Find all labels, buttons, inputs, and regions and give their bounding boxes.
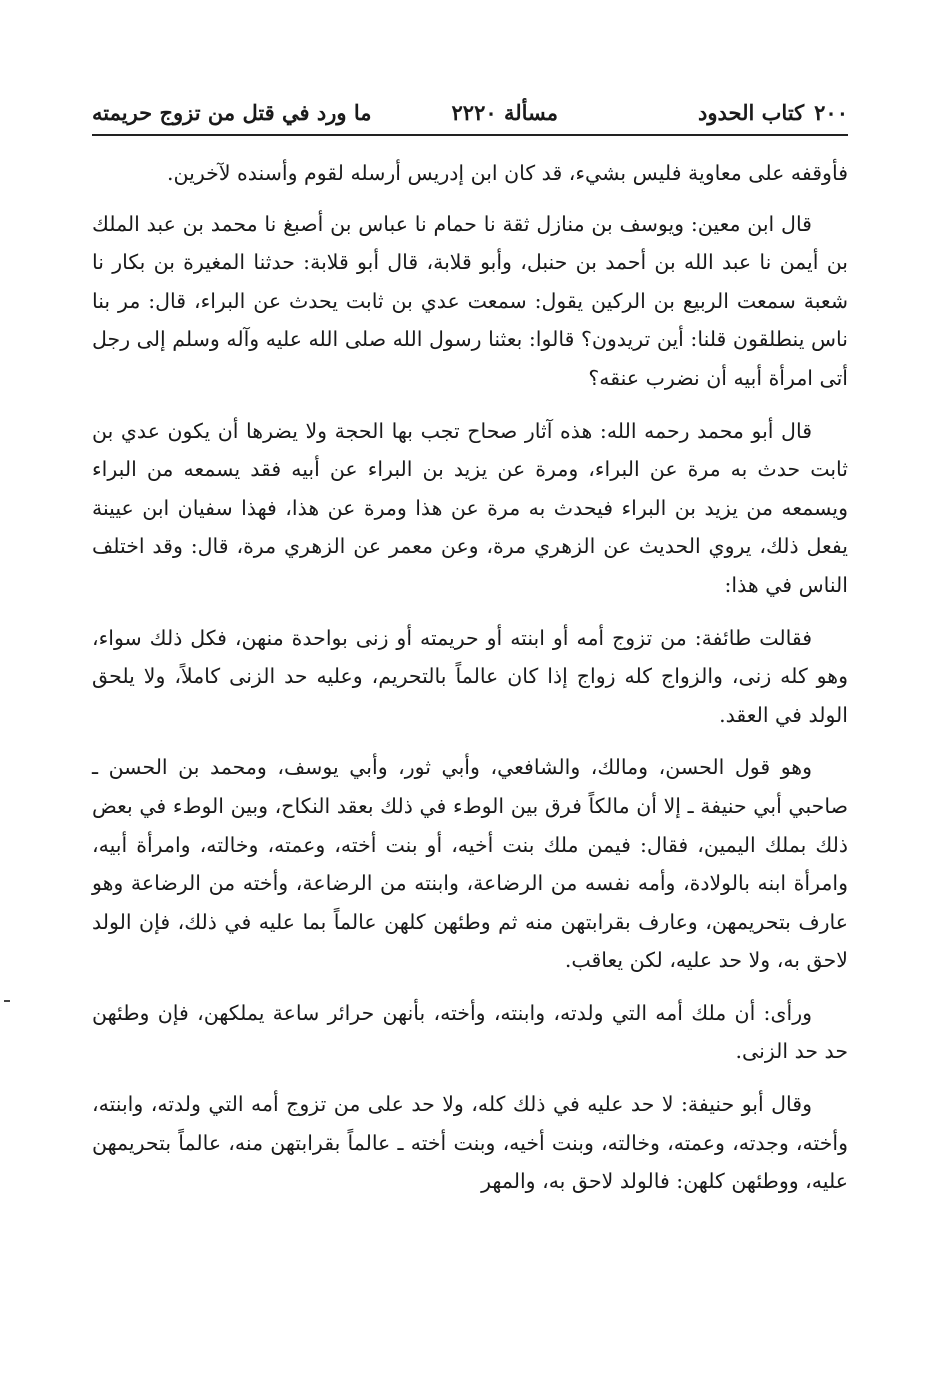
paragraph: قال ابن معين: ويوسف بن منازل ثقة نا حمام نا عباس بن أصبغ نا محمد بن عبد الملك بن أيمن نا عبد الله بن أحمد بن حنبل، وأبو قلابة، قال أبو قلابة: حدثنا المغيرة بن بكار نا شعبة سمعت الربيع بن الركين يقول: سمعت عدي بن ثابت يحدث عن البراء، قال: مر بنا ناس ينطلقون قلنا: أين تريدون؟ قالوا: بعثنا رسول الله صلى الله عليه وآله وسلم إلى رجل أتى امرأة أبيه أن نضرب عنقه؟ [92,211,848,390]
issue-number: مسألة ٢٢٢٠ [451,100,558,125]
page-number: ٢٠٠ [814,100,848,125]
running-head-right [698,96,848,130]
scan-edge-mark [4,1000,10,1002]
paragraph: وهو قول الحسن، ومالك، والشافعي، وأبي ثور، وأبي يوسف، ومحمد بن الحسن ـ صاحبي أبي حنيفة ـ إلا أن مالكاً فرق بين الوطء في ذلك بعقد النكاح، وبين الوطء في بعض ذلك بملك اليمين، فقال: فيمن ملك بنت أخيه، أو بنت أخته، وعمته، وخالته، وامرأة أبيه، وامرأة ابنه بالولادة، وأمه نفسه من الرضاعة، وابنته من الرضاعة، وأخته من الرضاعة وهو عارف بتحريمهن، وعارف بقرابتهن منه ثم وطئهن كلهن عالماً بما عليه في ذلك، فإن الولد لاحق به، ولا حد عليه، لكن يعاقب. [92,755,848,973]
paragraph: فقالت طائفة: من تزوج أمه أو ابنته أو حريمته أو زنى بواحدة منهن، فكل ذلك سواء، وهو كله زنى، والزواج كله زواج إذا كان عالماً بالتحريم، وعليه حد الزنى كاملاً، ولا يلحق الولد في العقد. [92,625,848,727]
header-rule [92,134,848,136]
section-title: ما ورد في قتل من تزوج حريمته [92,100,372,125]
book-title: كتاب الحدود [698,100,805,125]
paragraph: فأوقفه على معاوية فليس بشيء، قد كان ابن إدريس أرسله لقوم وأسنده لآخرين. [167,161,848,185]
paragraph: وقال أبو حنيفة: لا حد عليه في ذلك كله، ولا حد على من تزوج أمه التي ولدته، وابنته، وأخته، وجدته، وعمته، وخالته، وبنت أخيه، وبنت أخته ـ عالماً بقرابتهن منه، عالماً بتحريمهن عليه، ووطئهن كلهن: فالولد لاحق به، والمهر [92,1092,848,1194]
paragraph: قال أبو محمد رحمه الله: هذه آثار صحاح تجب بها الحجة ولا يضرها أن يكون عدي بن ثابت حدث به مرة عن البراء، ومرة عن يزيد بن البراء عن أبيه فقد يسمعه من البراء ويسمعه من يزيد بن البراء فيحدث به مرة عن هذا ومرة عن هذا، فهذا سفيان ابن عيينة يفعل ذلك، يروي الحديث عن الزهري مرة، وعن معمر عن الزهري مرة، قال: وقد اختلف الناس في هذا: [92,418,848,597]
paragraph: ورأى: أن ملك أمه التي ولدته، وابنته، وأخته، بأنهن حرائر ساعة يملكهن، فإن وطئهن حد حد الزنى. [92,1000,848,1064]
running-head [92,96,848,130]
book-page [92,96,848,1215]
body-text [92,154,848,1201]
